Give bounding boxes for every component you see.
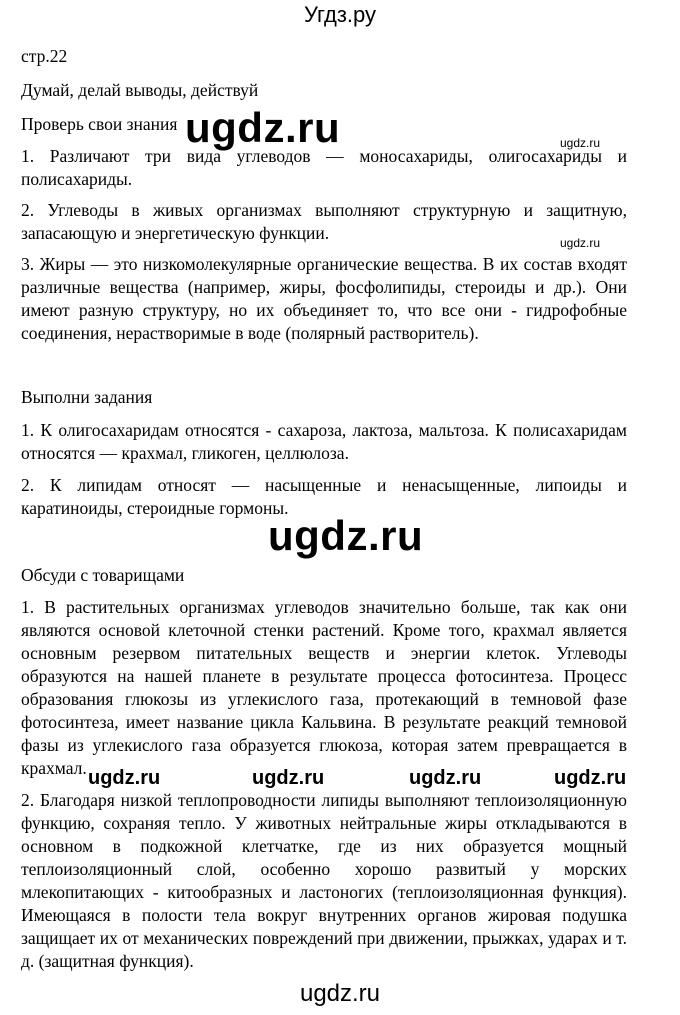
task-item-1: 1. К олигосахаридам относятся - сахароза, лактоза, мальтоза. К полисахаридам относятся — крахмал, гликоген, целлюлоза. xyxy=(21,420,627,463)
footer-watermark: ugdz.ru xyxy=(299,980,381,1007)
page-reference: стр.22 xyxy=(21,46,68,66)
watermark-small-2: ugdz.ru xyxy=(560,236,601,250)
watermark-mid-2: ugdz.ru xyxy=(252,767,325,789)
task-item-2: 2. К липидам относят — насыщенные и ненасыщенные, липоиды и каратиноиды, стероидные гормоны. xyxy=(21,475,627,518)
check-item-2: 2. Углеводы в живых организмах выполняют структурную и защитную, запасающую и энергетическую функции. xyxy=(21,200,627,243)
tasks-heading: Выполни задания xyxy=(21,387,153,407)
discuss-heading: Обсуди с товарищами xyxy=(21,565,185,585)
discuss-item-2: 2. Благодаря низкой теплопроводности липиды выполняют теплоизоляционную функцию, сохраняя тепло. У животных нейтральные жиры откладываются в основном в подкожной клетчатке, где из них образуется мощный теплоизоляционный слой, особенно хорошо развитый у морских млекопитающих - китообразных и ластоногих (теплоизоляционная функция). Имеющаяся в полости тела вокруг внутренних органов жировая подушка защищает их от механических повреждений при движении, прыжках, ударах и т. д. (защитная функция). xyxy=(21,790,627,971)
watermark-small-1: ugdz.ru xyxy=(560,136,601,150)
watermark-big-2: ugdz.ru xyxy=(268,512,424,559)
check-heading: Проверь свои знания xyxy=(21,114,178,134)
site-header: Угдз.ру xyxy=(303,2,377,27)
check-item-1: 1. Различают три вида углеводов — моносахариды, олигосахариды и полисахариды. xyxy=(21,146,627,189)
section-title: Думай, делай выводы, действуй xyxy=(21,80,259,100)
watermark-mid-4: ugdz.ru xyxy=(554,767,627,789)
discuss-item-1: 1. В растительных организмах углеводов значительно больше, так как они являются основой клеточной стенки растений. Кроме того, крахмал является основным резервом питательных веществ и энергии клеток. Углеводы образуются на нашей планете в результате процесса фотосинтеза. Процесс образования глюкозы из углекислого газа, протекающий в темновой фазе фотосинтеза, имеет название цикла Кальвина. В результате реакций темновой фазы из углекислого газа образуется глюкоза, которая затем превращается в крахмал. xyxy=(21,597,627,778)
check-item-3: 3. Жиры — это низкомолекулярные органические вещества. В их состав входят различные вещества (например, жиры, фосфолипиды, стероиды и др.). Они имеют разную структуру, но их объединяет то, что все они - гидрофобные соединения, нерастворимые в воде (полярный растворитель). xyxy=(21,254,627,343)
watermark-mid-3: ugdz.ru xyxy=(409,767,482,789)
watermark-mid-1: ugdz.ru xyxy=(88,767,161,789)
watermark-big-1: ugdz.ru xyxy=(185,104,341,151)
